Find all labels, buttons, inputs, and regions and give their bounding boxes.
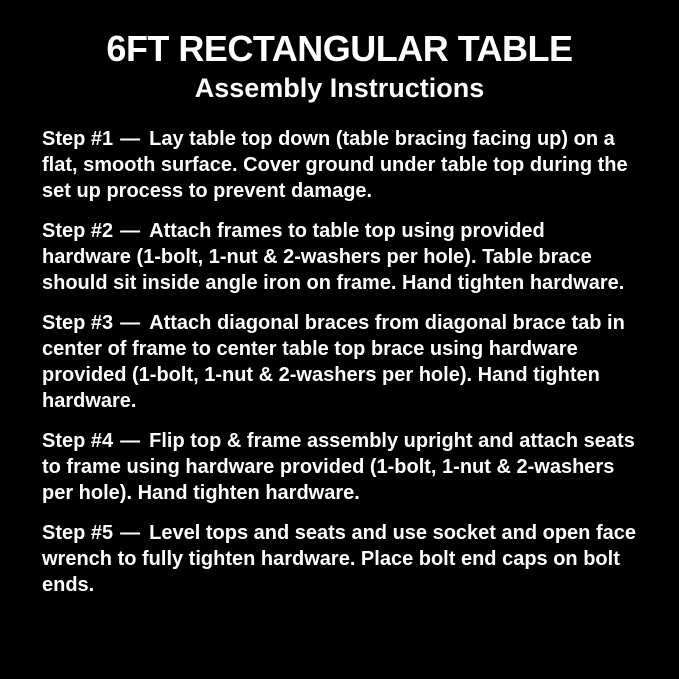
step-5-label: Step #5 (42, 522, 114, 545)
step-3-label: Step #3 (42, 312, 114, 335)
step-3-dash: — (120, 312, 141, 335)
poster-subtitle: Assembly Instructions (194, 73, 485, 104)
step-2-dash: — (120, 220, 141, 243)
step-3-paragraph (42, 310, 637, 414)
step-1-text: Lay table top down (table bracing facing up) on a flat, smooth surface. Cover ground under table top during the set up process to prevent damage. (42, 128, 628, 203)
step-2-label: Step #2 (42, 220, 114, 243)
step-4-label: Step #4 (42, 430, 114, 453)
step-5-paragraph (42, 520, 637, 598)
step-2-paragraph (42, 218, 637, 296)
step-4-dash: — (120, 430, 141, 453)
step-4-text: Flip top & frame assembly upright and attach seats to frame using hardware provided (1-bolt, 1-nut & 2-washers per hole). Hand tighten hardware. (42, 430, 635, 505)
steps-list (42, 126, 637, 598)
step-5-dash: — (120, 522, 141, 545)
step-5-text: Level tops and seats and use socket and open face wrench to fully tighten hardware. Place bolt end caps on bolt ends. (42, 522, 636, 597)
step-1-label: Step #1 (42, 128, 114, 151)
step-2-text: Attach frames to table top using provided hardware (1-bolt, 1-nut & 2-washers per hole). Table brace should sit inside angle iron on frame. Hand tighten hardware. (42, 220, 625, 295)
step-3-text: Attach diagonal braces from diagonal brace tab in center of frame to center table top brace using hardware provided (1-bolt, 1-nut & 2-washers per hole). Hand tighten hardware. (42, 312, 625, 413)
poster-title: 6FT RECTANGULAR TABLE (106, 28, 573, 69)
step-1-dash: — (120, 128, 141, 151)
poster-header (42, 28, 637, 104)
step-1-paragraph (42, 126, 637, 204)
step-4-paragraph (42, 428, 637, 506)
